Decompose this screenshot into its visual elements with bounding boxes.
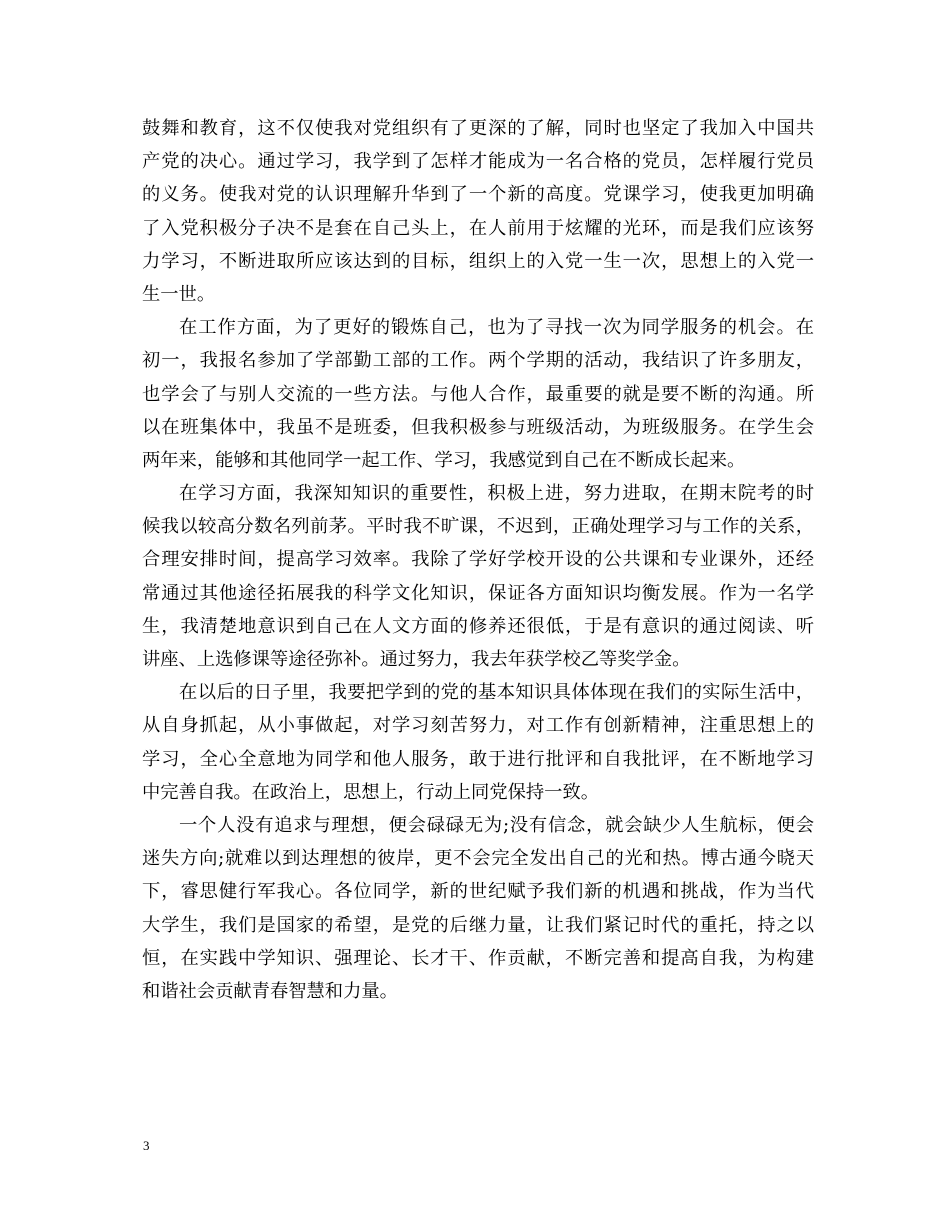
- text-line: 迷失方向;就难以到达理想的彼岸，更不会完全发出自己的光和热。博古通今晓天: [142, 848, 814, 870]
- text-line: 了入党积极分子决不是套在自己头上，在人前用于炫耀的光环，而是我们应该努: [142, 217, 814, 239]
- text-line: 一个人没有追求与理想，便会碌碌无为;没有信念，就会缺少人生航标，便会: [179, 814, 814, 836]
- text-line: 两年来，能够和其他同学一起工作、学习，我感觉到自己在不断成长起来。: [142, 449, 746, 471]
- text-line: 在学习方面，我深知知识的重要性，积极上进，努力进取，在期末院考的时: [179, 483, 814, 505]
- text-line: 从自身抓起，从小事做起，对学习刻苦努力，对工作有创新精神，注重思想上的: [142, 715, 814, 737]
- text-line: 以在班集体中，我虽不是班委，但我积极参与班级活动，为班级服务。在学生会: [142, 416, 814, 438]
- text-line: 产党的决心。通过学习，我学到了怎样才能成为一名合格的党员，怎样履行党员: [142, 151, 814, 173]
- body-text: [142, 112, 814, 1008]
- text-line: 候我以较高分数名列前茅。平时我不旷课，不迟到，正确处理学习与工作的关系，: [142, 516, 814, 538]
- text-line: 生，我清楚地意识到自己在人文方面的修养还很低，于是有意识的通过阅读、听: [142, 615, 814, 637]
- text-line: 和谐社会贡献青春智慧和力量。: [142, 980, 398, 1002]
- text-line: 常通过其他途径拓展我的科学文化知识，保证各方面知识均衡发展。作为一名学: [142, 582, 814, 604]
- text-line: 初一，我报名参加了学部勤工部的工作。两个学期的活动，我结识了许多朋友，: [142, 350, 814, 372]
- page-number: 3: [143, 1138, 150, 1153]
- text-line: 在以后的日子里，我要把学到的党的基本知识具体体现在我们的实际生活中，: [179, 682, 814, 704]
- text-line: 生一世。: [142, 283, 216, 305]
- text-line: 合理安排时间，提高学习效率。我除了学好学校开设的公共课和专业课外，还经: [142, 549, 814, 571]
- text-line: 的义务。使我对党的认识理解升华到了一个新的高度。党课学习，使我更加明确: [142, 184, 814, 206]
- text-line: 下，睿思健行军我心。各位同学，新的世纪赋予我们新的机遇和挑战，作为当代: [142, 881, 814, 903]
- text-line: 讲座、上选修课等途径弥补。通过努力，我去年获学校乙等奖学金。: [142, 649, 691, 670]
- text-line: 大学生，我们是国家的希望，是党的后继力量，让我们紧记时代的重托，持之以: [142, 914, 814, 936]
- text-line: 力学习，不断进取所应该达到的目标，组织上的入党一生一次，思想上的入党一: [142, 250, 814, 272]
- text-line: 鼓舞和教育，这不仅使我对党组织有了更深的了解，同时也坚定了我加入中国共: [142, 118, 814, 139]
- text-line: 学习，全心全意地为同学和他人服务，敢于进行批评和自我批评，在不断地学习: [142, 748, 814, 770]
- text-line: 也学会了与别人交流的一些方法。与他人合作，最重要的就是要不断的沟通。所: [142, 383, 814, 405]
- text-line: 在工作方面，为了更好的锻炼自己，也为了寻找一次为同学服务的机会。在: [179, 317, 814, 339]
- text-line: 中完善自我。在政治上，思想上，行动上同党保持一致。: [142, 781, 600, 803]
- text-line: 恒，在实践中学知识、强理论、长才干、作贡献，不断完善和提高自我，为构建: [142, 947, 814, 969]
